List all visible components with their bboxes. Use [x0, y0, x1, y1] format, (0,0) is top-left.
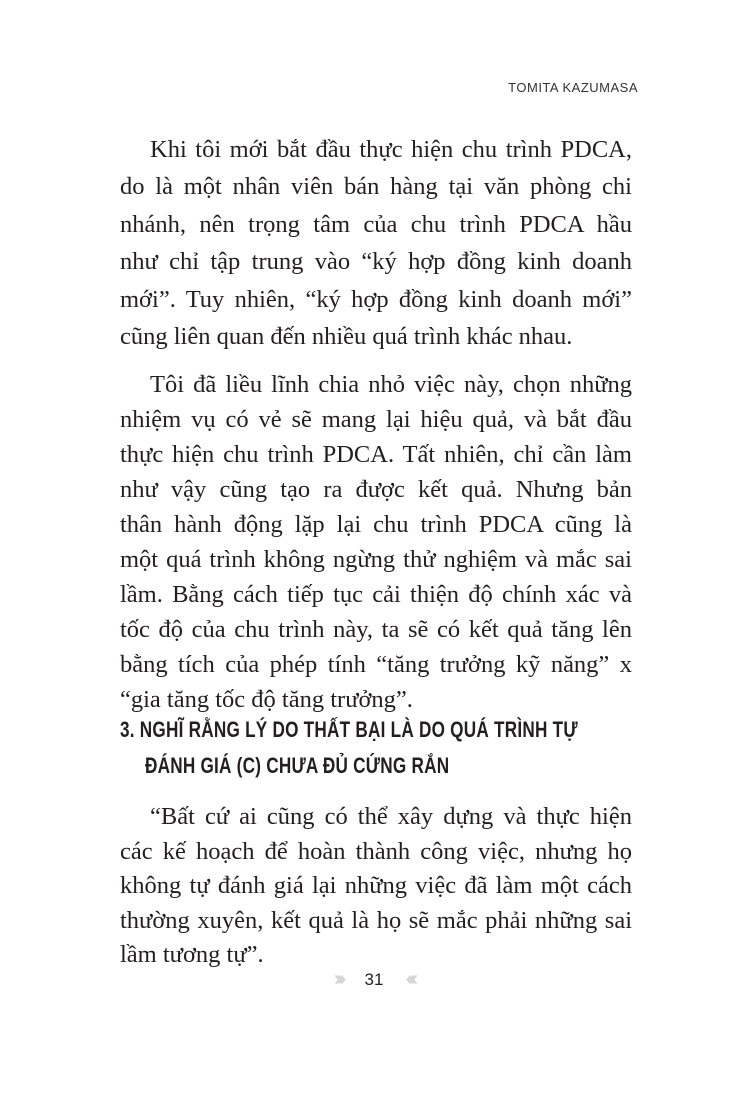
running-head-author: TOMITA KAZUMASA: [508, 80, 638, 95]
paragraph-1: [120, 131, 632, 355]
text-line: “Bất cứ ai cũng có thể xây dựng và thực hiện: [150, 803, 632, 830]
text-line: như chỉ tập trung vào “ký hợp đồng kinh doanh: [120, 248, 632, 276]
section-heading-line-1: 3. NGHĨ RẰNG LÝ DO THẤT BẠI LÀ DO QUÁ TRÌNH TỰ: [120, 717, 578, 742]
text-line: Khi tôi mới bắt đầu thực hiện chu trình PDCA,: [150, 136, 632, 163]
text-line: mới”. Tuy nhiên, “ký hợp đồng kinh doanh mới”: [120, 285, 632, 313]
section-heading: [120, 712, 666, 784]
text-line: nhiệm vụ có vẻ sẽ mang lại hiệu quả, và bắt đầu: [120, 406, 632, 433]
text-line: Tôi đã liều lĩnh chia nhỏ việc này, chọn những: [150, 371, 632, 398]
text-line: bằng tích của phép tính “tăng trưởng kỹ năng” x: [120, 651, 632, 678]
text-line: không tự đánh giá lại những việc đã làm một cách: [120, 872, 632, 899]
section-heading-line-2: ĐÁNH GIÁ (C) CHƯA ĐỦ CỨNG RẮN: [144, 753, 450, 778]
paragraph-3: [120, 800, 632, 973]
text-line: các kế hoạch để hoàn thành công việc, nhưng họ: [120, 837, 632, 865]
chevron-right-ornament-icon: ›››: [334, 968, 343, 990]
text-line: thân hành động lặp lại chu trình PDCA cũng là: [120, 511, 632, 538]
text-line: tốc độ của chu trình này, ta sẽ có kết quả tăng lên: [120, 616, 632, 643]
chevron-left-ornament-icon: ‹‹‹: [405, 968, 414, 990]
text-line: cũng liên quan đến nhiều quá trình khác nhau.: [120, 322, 573, 350]
text-line: thường xuyên, kết quả là họ sẽ mắc phải những sai: [120, 906, 632, 934]
page-number: 31: [364, 969, 384, 989]
text-line: như vậy cũng tạo ra được kết quả. Nhưng bản: [120, 476, 632, 503]
text-line: nhánh, nên trọng tâm của chu trình PDCA hầu: [120, 210, 632, 238]
text-line: thực hiện chu trình PDCA. Tất nhiên, chỉ cần làm: [120, 441, 632, 468]
text-line: do là một nhân viên bán hàng tại văn phòng chi: [120, 173, 632, 201]
text-line: lầm. Bằng cách tiếp tục cải thiện độ chính xác và: [120, 581, 632, 608]
text-line: “gia tăng tốc độ tăng trưởng”.: [120, 686, 413, 713]
text-line: một quá trình không ngừng thử nghiệm và mắc sai: [120, 546, 632, 573]
paragraph-2: [120, 367, 632, 717]
text-line: lầm tương tự”.: [120, 941, 264, 968]
page-footer: [0, 968, 748, 991]
